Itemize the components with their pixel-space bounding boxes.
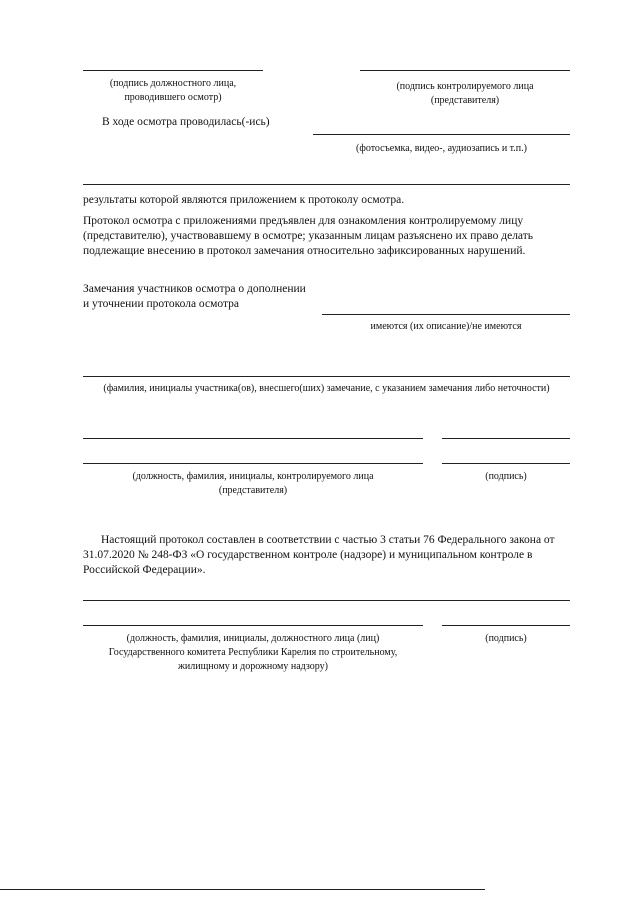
controlled-name-caption-line2: (представителя) [218, 485, 288, 496]
basis-line2: 31.07.2020 № 248-ФЗ «О государственном контроле (надзоре) и муниципальном контроле в [83, 549, 533, 561]
controlled-caption-line1: (подпись контролируемого лица [396, 81, 534, 92]
official-name-caption-line2: Государственного комитета Республики Карелия по строительному, [108, 647, 398, 658]
official-signature-caption [83, 77, 263, 105]
controlled-name-line-1 [83, 438, 423, 439]
remarks-label [83, 282, 343, 312]
remarks-label-line2: и уточнении протокола осмотра [83, 298, 239, 310]
recording-type-line [313, 134, 570, 135]
presented-line2: (представителю), участвовавшему в осмотре; указанным лицам разъяснено их право делать [83, 230, 534, 242]
controlled-signature-line-1 [442, 438, 570, 439]
official-name-line-2 [83, 625, 423, 626]
official-signature-line-2 [442, 625, 570, 626]
page-bottom-line [0, 889, 485, 890]
official-name-caption [83, 632, 423, 674]
remarks-label-line1: Замечания участников осмотра о дополнении [83, 283, 306, 295]
remarks-names-line [83, 376, 570, 377]
official-caption-line1: (подпись должностного лица, [109, 78, 237, 89]
controlled-signature-line-2 [442, 463, 570, 464]
remarks-options-line [322, 314, 570, 315]
official-caption-line2: проводившего осмотр) [124, 92, 222, 103]
remarks-options-caption: имеются (их описание)/не имеются [370, 321, 522, 332]
presented-line3: подлежащие внесению в протокол замечания относительно зафиксированных нарушений. [83, 245, 526, 257]
controlled-name-line-2 [83, 463, 423, 464]
official-signature-caption-2: (подпись) [485, 633, 527, 644]
controlled-name-caption [83, 470, 423, 498]
remarks-names-caption: (фамилия, инициалы участника(ов), внесшего(ших) замечание, с указанием замечания либо неточности) [103, 383, 550, 394]
controlled-caption-line2: (представителя) [430, 95, 500, 106]
controlled-signature-caption [360, 80, 570, 108]
recording-label: В ходе осмотра проводилась(-ись) [102, 116, 270, 128]
controlled-signature-line [360, 70, 570, 71]
recording-results-text: результаты которой являются приложением к протоколу осмотра. [83, 194, 405, 206]
recording-continuation-line [83, 184, 570, 185]
basis-line3: Российской Федерации». [83, 564, 206, 576]
recording-type-caption: (фотосъемка, видео-, аудиозапись и т.п.) [356, 143, 527, 154]
official-name-line-1 [83, 600, 570, 601]
official-signature-line [83, 70, 263, 71]
basis-line1: Настоящий протокол составлен в соответствии с частью 3 статьи 76 Федерального закона от [101, 534, 555, 546]
basis-paragraph [83, 533, 571, 578]
presented-line1: Протокол осмотра с приложениями предъявлен для ознакомления контролируемому лицу [83, 215, 524, 227]
official-name-caption-line3: жилищному и дорожному надзору) [178, 661, 328, 672]
controlled-signature-caption-2: (подпись) [485, 471, 527, 482]
official-name-caption-line1: (должность, фамилия, инициалы, должностного лица (лиц) [126, 633, 380, 644]
presented-paragraph [83, 214, 573, 259]
controlled-name-caption-line1: (должность, фамилия, инициалы, контролируемого лица [132, 471, 374, 482]
